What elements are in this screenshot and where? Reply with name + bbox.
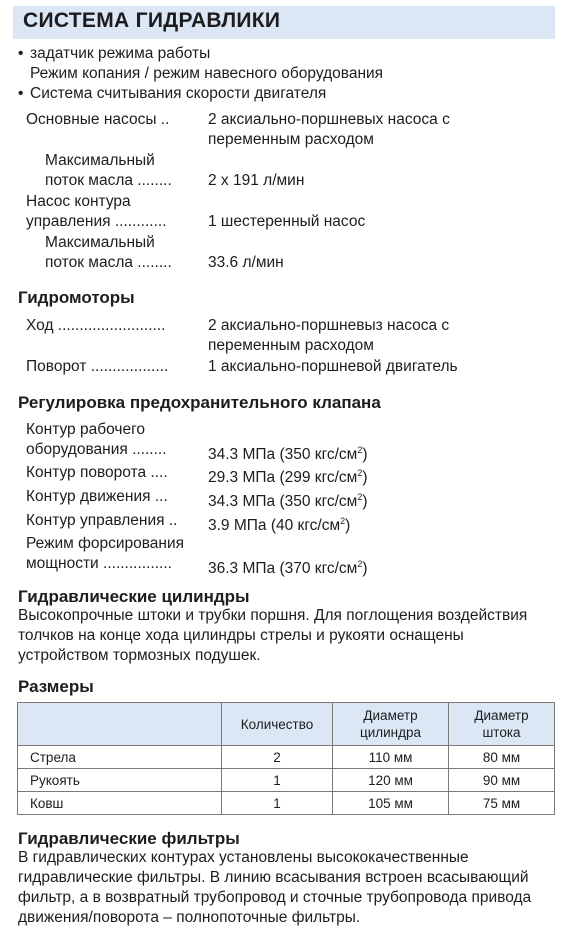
pilot-flow-label-line2: поток масла ........ <box>45 254 172 271</box>
row-name: Ковш <box>18 792 222 815</box>
max-flow-label-line1: Максимальный <box>45 152 155 169</box>
row-cylinder-diameter: 120 мм <box>333 769 449 792</box>
relief-row-label: мощности ................ <box>26 555 172 572</box>
cylinders-description: Высокопрочные штоки и трубки поршня. Для поглощения воздействия толчков на конце хода цилиндры стрелы и рукояти оснащены устройством тормозных подушек. <box>18 607 528 664</box>
motors-heading: Гидромоторы <box>18 288 135 307</box>
page-title: СИСТЕМА ГИДРАВЛИКИ <box>23 9 281 32</box>
bullet-work-mode: • задатчик режима работы <box>30 44 210 64</box>
filters-heading: Гидравлические фильтры <box>18 829 240 848</box>
travel-motor-value-line1: 2 аксиально-поршневыз насоса с <box>208 317 450 334</box>
relief-row-value: 3.9 МПа (40 кгс/$см^2$) <box>208 516 351 535</box>
row-cylinder-diameter: 110 мм <box>333 746 449 769</box>
row-quantity: 1 <box>222 769 333 792</box>
pilot-pump-label-line2: управления ............ <box>26 213 167 230</box>
row-name: Стрела <box>18 746 222 769</box>
dimensions-heading: Размеры <box>18 677 94 696</box>
travel-motor-value-line2: переменным расходом <box>208 337 374 354</box>
row-cylinder-diameter: 105 мм <box>333 792 449 815</box>
main-pumps-value-line2: переменным расходом <box>208 131 374 148</box>
relief-row-label-line1: Режим форсирования <box>26 535 185 552</box>
pilot-pump-value: 1 шестеренный насос <box>208 213 366 230</box>
row-rod-diameter: 80 мм <box>449 746 555 769</box>
main-pumps-label: Основные насосы .. <box>26 111 170 128</box>
relief-row-label-line1: Контур рабочего <box>26 421 146 438</box>
pilot-pump-label-line1: Насос контура <box>26 193 131 210</box>
section-title-bar <box>13 6 555 39</box>
row-quantity: 1 <box>222 792 333 815</box>
relief-row-label: Контур поворота .... <box>26 464 168 481</box>
main-pumps-value-line1: 2 аксиально-поршневых насоса с <box>208 111 450 128</box>
row-rod-diameter: 90 мм <box>449 769 555 792</box>
dimensions-table <box>17 702 555 815</box>
swing-motor-value: 1 аксиально-поршневой двигатель <box>208 358 458 375</box>
relief-row-value: 34.3 МПа (350 кгс/$см^2$) <box>208 492 368 511</box>
table-header-empty <box>18 703 222 746</box>
travel-motor-label: Ход ......................... <box>26 317 166 334</box>
relief-row-label: Контур движения ... <box>26 488 168 505</box>
table-row <box>18 792 555 815</box>
relief-row-label: оборудования ........ <box>26 441 167 458</box>
table-header-cylinder-diameter: Диаметр цилиндра <box>333 703 449 746</box>
table-header-rod-diameter: Диаметр штока <box>449 703 555 746</box>
row-rod-diameter: 75 мм <box>449 792 555 815</box>
max-flow-label-line2: поток масла ........ <box>45 172 172 189</box>
bullet-engine-speed: • Система считывания скорости двигателя <box>30 84 326 104</box>
pilot-flow-label-line1: Максимальный <box>45 234 155 251</box>
filters-description: В гидравлических контурах установлены высококачественные гидравлические фильтры. В линию всасывания встроен всасывающий фильтр, а в возвратный трубопровод и сточные трубопровода привода движения/поворота – полнопоточные фильтры. <box>18 849 532 926</box>
table-header-quantity: Количество <box>222 703 333 746</box>
swing-motor-label: Поворот .................. <box>26 358 169 375</box>
pilot-flow-value: 33.6 л/мин <box>208 254 284 271</box>
cylinders-heading: Гидравлические цилиндры <box>18 587 250 606</box>
relief-row-value: 29.3 МПа (299 кгс/$см^2$) <box>208 468 368 487</box>
bullet-work-mode-detail: Режим копания / режим навесного оборудования <box>30 65 384 82</box>
row-quantity: 2 <box>222 746 333 769</box>
relief-row-value: 34.3 МПа (350 кгс/$см^2$) <box>208 445 368 464</box>
relief-row-value: 36.3 МПа (370 кгс/$см^2$) <box>208 559 368 578</box>
row-name: Рукоять <box>18 769 222 792</box>
table-row <box>18 746 555 769</box>
relief-row-label: Контур управления .. <box>26 512 178 529</box>
max-flow-value: 2 x 191 л/мин <box>208 172 305 189</box>
table-row <box>18 769 555 792</box>
relief-heading: Регулировка предохранительного клапана <box>18 393 381 412</box>
